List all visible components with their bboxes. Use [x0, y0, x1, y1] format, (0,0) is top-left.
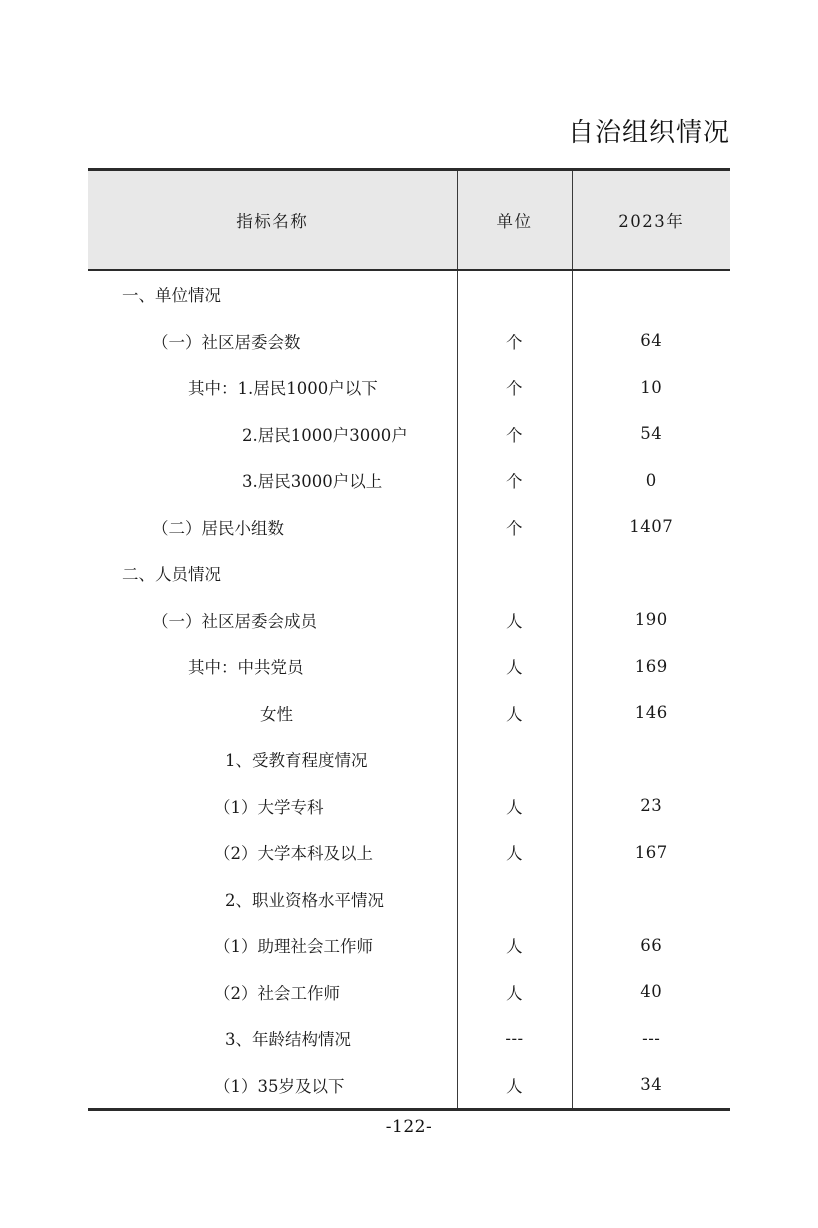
cell-indicator-name: （1）35岁及以下 — [88, 1062, 457, 1110]
table-row — [88, 597, 730, 644]
statistics-table — [88, 168, 730, 1111]
cell-unit: 人 — [457, 1062, 572, 1110]
table-row — [88, 922, 730, 969]
table-row — [88, 829, 730, 876]
cell-indicator-name: 3、年龄结构情况 — [225, 1030, 351, 1050]
table-row — [88, 364, 730, 411]
cell-unit: --- — [457, 1015, 572, 1062]
cell-unit — [457, 550, 572, 597]
cell-indicator-name: （1）大学专科 — [214, 797, 324, 817]
table-row — [88, 969, 730, 1016]
table-row — [88, 318, 730, 365]
table-row — [88, 504, 730, 551]
cell-value: --- — [572, 1015, 730, 1062]
cell-value: 10 — [572, 364, 730, 411]
cell-value — [572, 876, 730, 923]
cell-indicator-name: （2）社会工作师 — [214, 983, 340, 1003]
cell-value: 0 — [572, 457, 730, 504]
cell-value: 167 — [572, 829, 730, 876]
cell-unit: 个 — [457, 364, 572, 411]
table-row — [88, 643, 730, 690]
cell-indicator-name: 3.居民3000户以上 — [242, 472, 383, 492]
cell-unit: 个 — [457, 504, 572, 551]
cell-indicator-name: 女性 — [260, 704, 293, 724]
cell-unit: 人 — [457, 783, 572, 830]
table-row — [88, 270, 730, 318]
cell-value: 169 — [572, 643, 730, 690]
cell-indicator-name: 其中：中共党员 — [188, 658, 304, 678]
column-header-year: 2023年 — [572, 170, 730, 271]
cell-indicator-name: 2.居民1000户3000户 — [242, 425, 408, 445]
cell-value: 54 — [572, 411, 730, 458]
cell-unit: 个 — [457, 411, 572, 458]
cell-value: 1407 — [572, 504, 730, 551]
table-row — [88, 876, 730, 923]
table-row — [88, 1015, 730, 1062]
cell-value: 66 — [572, 922, 730, 969]
cell-value: 23 — [572, 783, 730, 830]
cell-unit: 个 — [457, 318, 572, 365]
cell-unit: 人 — [457, 643, 572, 690]
cell-value: 40 — [572, 969, 730, 1016]
cell-value: 190 — [572, 597, 730, 644]
table-header-row — [88, 170, 730, 271]
page-title: 自治组织情况 — [567, 118, 730, 148]
cell-indicator-name: （二）居民小组数 — [152, 518, 284, 538]
table-row — [88, 783, 730, 830]
cell-unit: 人 — [457, 829, 572, 876]
cell-unit: 人 — [457, 922, 572, 969]
table-row — [88, 411, 730, 458]
cell-indicator-name: 2、职业资格水平情况 — [225, 890, 384, 910]
cell-value — [572, 736, 730, 783]
column-header-unit: 单位 — [457, 170, 572, 271]
cell-unit — [457, 270, 572, 318]
table-header — [88, 170, 730, 271]
table-row — [88, 457, 730, 504]
cell-unit: 人 — [457, 969, 572, 1016]
table-body — [88, 270, 730, 1110]
cell-value — [572, 550, 730, 597]
cell-indicator-name: 其中：1.居民1000户以下 — [188, 379, 378, 399]
cell-value: 34 — [572, 1062, 730, 1110]
cell-value: 146 — [572, 690, 730, 737]
cell-value — [572, 270, 730, 318]
statistics-table-container — [88, 168, 730, 1111]
cell-unit: 人 — [457, 690, 572, 737]
cell-indicator-name: （一）社区居委会成员 — [152, 611, 317, 631]
table-row — [88, 550, 730, 597]
cell-unit: 个 — [457, 457, 572, 504]
cell-indicator-name: 二、人员情况 — [122, 565, 221, 585]
cell-indicator-name: （一）社区居委会数 — [152, 332, 301, 352]
cell-unit: 人 — [457, 597, 572, 644]
table-row — [88, 736, 730, 783]
cell-unit — [457, 876, 572, 923]
cell-indicator-name: （1）助理社会工作师 — [214, 937, 373, 957]
cell-indicator-name: 一、单位情况 — [122, 286, 221, 306]
cell-indicator-name: （2）大学本科及以上 — [214, 844, 373, 864]
cell-indicator-name: 1、受教育程度情况 — [225, 751, 368, 771]
page-number: -122- — [385, 1117, 433, 1137]
cell-value: 64 — [572, 318, 730, 365]
table-row — [88, 690, 730, 737]
table-row — [88, 1062, 730, 1110]
cell-unit — [457, 736, 572, 783]
column-header-indicator-name: 指标名称 — [88, 170, 457, 271]
